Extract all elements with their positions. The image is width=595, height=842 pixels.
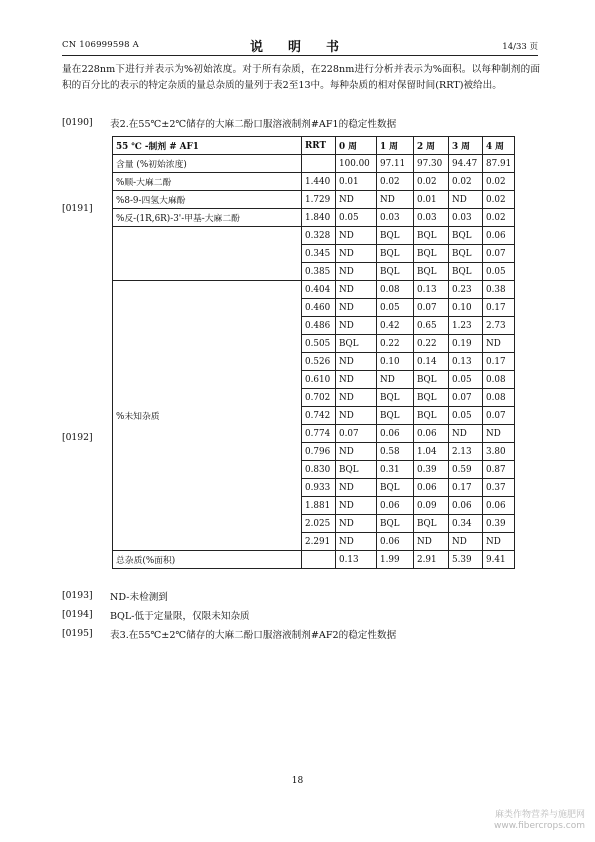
table-cell: BQL <box>336 335 377 353</box>
table-cell: 0.08 <box>377 281 414 299</box>
table-cell: ND <box>483 425 515 443</box>
table-cell: %顺-大麻二酚 <box>113 173 302 191</box>
watermark-line: www.fibercrops.com <box>494 821 585 831</box>
watermark-line: 麻类作物营养与施肥网 <box>494 810 585 820</box>
paragraph-number: [0190] <box>62 117 93 128</box>
table-cell: ND <box>377 371 414 389</box>
table-header-row <box>113 137 515 155</box>
table-cell: ND <box>336 191 377 209</box>
table-cell: 3.80 <box>483 443 515 461</box>
table-cell: BQL <box>336 461 377 479</box>
table-cell: 0.06 <box>414 479 449 497</box>
table-cell: 0.13 <box>414 281 449 299</box>
table-cell: ND <box>336 533 377 551</box>
table-cell: 0.31 <box>377 461 414 479</box>
table-cell: ND <box>336 443 377 461</box>
table-cell: 0.07 <box>336 425 377 443</box>
table-caption: 表2.在55℃±2℃储存的大麻二酚口服溶液制剂#AF1的稳定性数据 <box>110 119 397 130</box>
header-cell: RRT <box>302 137 336 155</box>
table-cell: 0.39 <box>414 461 449 479</box>
table-cell: BQL <box>377 407 414 425</box>
table-cell: 0.06 <box>483 497 515 515</box>
table-cell: 0.17 <box>483 299 515 317</box>
table-cell: 0.06 <box>449 497 483 515</box>
table-cell: 0.06 <box>377 425 414 443</box>
table-cell: 1.04 <box>414 443 449 461</box>
table-cell: 含量 (%初始浓度) <box>113 155 302 173</box>
table-cell: 87.91 <box>483 155 515 173</box>
table-cell: ND <box>377 191 414 209</box>
unknown-impurity-label: %未知杂质 <box>113 281 302 551</box>
table-cell: 0.505 <box>302 335 336 353</box>
table-cell: BQL <box>449 263 483 281</box>
table-cell: 0.404 <box>302 281 336 299</box>
table-cell: 9.41 <box>483 551 515 569</box>
impurity-row <box>113 191 515 209</box>
page-number: 18 <box>291 776 304 786</box>
paragraph-number: [0191] <box>62 203 93 214</box>
impurity-row <box>113 227 515 245</box>
table-cell: 0.02 <box>449 173 483 191</box>
table-cell: 0.05 <box>483 263 515 281</box>
table-cell: 1.881 <box>302 497 336 515</box>
table-cell: BQL <box>377 515 414 533</box>
table-cell: ND <box>483 533 515 551</box>
table-cell: 2.13 <box>449 443 483 461</box>
table-cell: 0.830 <box>302 461 336 479</box>
header-cell: 3 周 <box>449 137 483 155</box>
table-cell: 0.23 <box>449 281 483 299</box>
unknown-impurity-row <box>113 281 515 299</box>
table-cell: 0.17 <box>483 353 515 371</box>
table-cell: 97.11 <box>377 155 414 173</box>
table-cell: ND <box>483 335 515 353</box>
table-cell: 0.01 <box>414 191 449 209</box>
table-cell: BQL <box>377 263 414 281</box>
table-cell: 0.37 <box>483 479 515 497</box>
table-cell: 0.07 <box>449 389 483 407</box>
table-cell: BQL <box>414 515 449 533</box>
impurity-row <box>113 209 515 227</box>
table-cell: BQL <box>449 245 483 263</box>
table-cell: 0.526 <box>302 353 336 371</box>
table-cell: 0.08 <box>483 371 515 389</box>
table-cell: 0.06 <box>414 425 449 443</box>
table-cell: ND <box>336 353 377 371</box>
table-cell: 0.702 <box>302 389 336 407</box>
header-cell: 2 周 <box>414 137 449 155</box>
table-caption: 表3.在55℃±2℃储存的大麻二酚口服溶液制剂#AF2的稳定性数据 <box>110 630 397 641</box>
table-cell: 0.05 <box>449 371 483 389</box>
table-cell: 0.17 <box>449 479 483 497</box>
table-cell: 0.42 <box>377 317 414 335</box>
impurity-row <box>113 173 515 191</box>
table-cell: 0.13 <box>336 551 377 569</box>
table-cell: ND <box>336 281 377 299</box>
table-cell: 0.933 <box>302 479 336 497</box>
table-cell: 1.729 <box>302 191 336 209</box>
table-cell: ND <box>336 227 377 245</box>
document-title: 说 明 书 <box>249 40 345 55</box>
table-cell: 0.05 <box>336 209 377 227</box>
table-cell: 5.39 <box>449 551 483 569</box>
table-cell: 0.345 <box>302 245 336 263</box>
header-cell: 1 周 <box>377 137 414 155</box>
table-cell: 1.99 <box>377 551 414 569</box>
table-cell: 0.460 <box>302 299 336 317</box>
table-cell: BQL <box>414 263 449 281</box>
table-cell: 0.01 <box>336 173 377 191</box>
table-cell: 0.610 <box>302 371 336 389</box>
table-cell: BQL <box>414 245 449 263</box>
table-cell: 2.025 <box>302 515 336 533</box>
table-cell: ND <box>336 515 377 533</box>
table-cell: 0.03 <box>377 209 414 227</box>
table-cell: 0.06 <box>377 497 414 515</box>
table-cell: ND <box>449 191 483 209</box>
table-cell: 0.02 <box>483 173 515 191</box>
table-cell: ND <box>449 533 483 551</box>
table-cell: BQL <box>414 371 449 389</box>
assay-row <box>113 155 515 173</box>
table-cell: 0.03 <box>449 209 483 227</box>
stability-table <box>112 136 515 569</box>
footnote-nd: ND-未检测到 <box>110 592 168 603</box>
paragraph-number: [0193] <box>62 590 93 601</box>
table-cell: BQL <box>377 245 414 263</box>
table-cell: 0.22 <box>414 335 449 353</box>
table-cell: 100.00 <box>336 155 377 173</box>
table-cell: %8-9-四氢大麻酚 <box>113 191 302 209</box>
table-cell: 97.30 <box>414 155 449 173</box>
table-cell: 0.07 <box>483 245 515 263</box>
table-cell: 0.385 <box>302 263 336 281</box>
total-impurity-row <box>113 551 515 569</box>
table-cell: ND <box>336 299 377 317</box>
patent-number: CN 106999598 A <box>62 40 139 50</box>
table-cell: ND <box>336 407 377 425</box>
table-cell: 0.14 <box>414 353 449 371</box>
table-cell: BQL <box>377 479 414 497</box>
table-cell: BQL <box>449 227 483 245</box>
paragraph-number: [0192] <box>62 432 93 443</box>
table-cell: BQL <box>414 407 449 425</box>
table-cell: 94.47 <box>449 155 483 173</box>
table-cell: 0.13 <box>449 353 483 371</box>
table-cell: 0.09 <box>414 497 449 515</box>
table-cell: 0.87 <box>483 461 515 479</box>
table-cell: 0.06 <box>483 227 515 245</box>
table-cell: 0.06 <box>377 533 414 551</box>
table-cell: ND <box>449 425 483 443</box>
table-cell: ND <box>336 497 377 515</box>
table-cell: 0.07 <box>414 299 449 317</box>
table-cell: ND <box>336 317 377 335</box>
table-cell: 总杂质(%面积) <box>113 551 302 569</box>
table-cell: 0.02 <box>483 209 515 227</box>
table-cell: 1.840 <box>302 209 336 227</box>
table-cell: 0.59 <box>449 461 483 479</box>
table-cell: BQL <box>414 227 449 245</box>
table-cell: 0.03 <box>414 209 449 227</box>
table-cell: ND <box>414 533 449 551</box>
header-cell: 55 ℃ -制剂 # AF1 <box>113 137 302 155</box>
header-divider <box>62 55 538 56</box>
table-cell: 2.291 <box>302 533 336 551</box>
table-cell: 0.10 <box>449 299 483 317</box>
table-cell <box>302 551 336 569</box>
table-cell: BQL <box>377 227 414 245</box>
table-cell: ND <box>336 245 377 263</box>
table-cell: 0.19 <box>449 335 483 353</box>
page-counter: 14/33 页 <box>502 42 538 52</box>
table-cell: 0.39 <box>483 515 515 533</box>
table-cell: 0.22 <box>377 335 414 353</box>
table-cell: ND <box>336 479 377 497</box>
header-cell: 4 周 <box>483 137 515 155</box>
table-cell: 0.02 <box>483 191 515 209</box>
table-cell: 0.328 <box>302 227 336 245</box>
table-cell: 0.10 <box>377 353 414 371</box>
table-cell: 0.486 <box>302 317 336 335</box>
table-cell: ND <box>336 389 377 407</box>
table-cell: 0.65 <box>414 317 449 335</box>
table-cell: BQL <box>414 389 449 407</box>
table-cell: ND <box>336 371 377 389</box>
table-cell: 0.742 <box>302 407 336 425</box>
table-cell: 0.34 <box>449 515 483 533</box>
intro-paragraph: 量在228nm下进行并表示为%初始浓度。对于所有杂质，在228nm进行分析并表示为%面积。以每种制剂的面积的百分比的表示的特定杂质的量总杂质的量列于表2至13中。每种杂质的相对保留时间(RRT)被给出。 <box>62 64 540 91</box>
table-cell: 2.91 <box>414 551 449 569</box>
table-cell <box>113 227 302 281</box>
table-cell: 0.02 <box>414 173 449 191</box>
table-cell: 2.73 <box>483 317 515 335</box>
watermark <box>494 810 585 832</box>
table-cell: 0.05 <box>449 407 483 425</box>
paragraph-number: [0195] <box>62 628 93 639</box>
header-cell: 0 周 <box>336 137 377 155</box>
footnote-bql: BQL-低于定量限，仅限未知杂质 <box>110 611 250 622</box>
table-cell: 0.38 <box>483 281 515 299</box>
table-cell: 1.440 <box>302 173 336 191</box>
table-cell: 0.796 <box>302 443 336 461</box>
table-cell: %反-(1R,6R)-3'-甲基-大麻二酚 <box>113 209 302 227</box>
table-cell: 0.07 <box>483 407 515 425</box>
table-cell: 0.02 <box>377 173 414 191</box>
table-cell: BQL <box>377 389 414 407</box>
table-cell: 0.08 <box>483 389 515 407</box>
table-cell: 0.58 <box>377 443 414 461</box>
paragraph-number: [0194] <box>62 609 93 620</box>
table-cell <box>302 155 336 173</box>
table-cell: ND <box>336 263 377 281</box>
table-cell: 0.05 <box>377 299 414 317</box>
table-cell: 0.774 <box>302 425 336 443</box>
table-cell: 1.23 <box>449 317 483 335</box>
